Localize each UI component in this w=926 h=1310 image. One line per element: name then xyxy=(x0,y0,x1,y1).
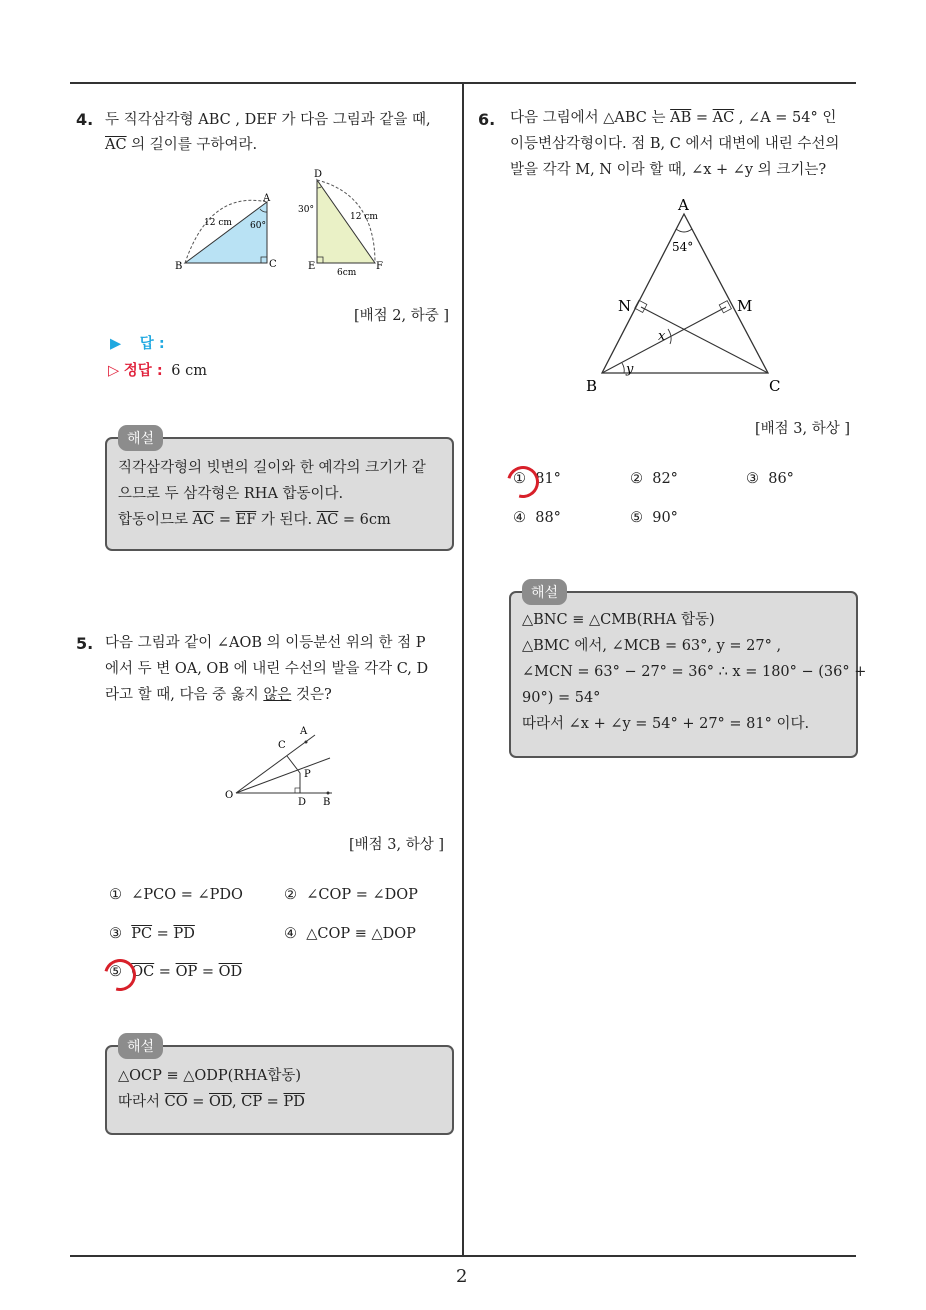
q5-number: 5. xyxy=(76,634,94,653)
lab-60: 60° xyxy=(250,221,266,231)
q4-number: 4. xyxy=(76,110,94,129)
q5-line3: 라고 할 때, 다음 중 옳지 않은 것은? xyxy=(105,687,332,703)
q6-line1: 다음 그림에서 △ABC 는 $\overline{AB} = \overline{AC}$ , ∠A = 54° 인 xyxy=(510,110,837,126)
q4-score: [배점 2, 하중 ] xyxy=(354,308,450,324)
correct-arrow-icon: ▷ xyxy=(108,363,120,379)
q5-choice-1[interactable]: ① ∠PCO = ∠PDO xyxy=(109,887,243,903)
pt-e: E xyxy=(308,261,316,272)
svg-text:y: y xyxy=(626,362,634,377)
pt-a: A xyxy=(263,193,271,204)
pt-f: F xyxy=(376,261,383,272)
q6-sol-line4: 90°) = 54° xyxy=(522,690,601,706)
lab-30: 30° xyxy=(298,205,314,215)
q4-correct xyxy=(108,364,207,379)
lab-12b: 12 cm xyxy=(350,212,378,222)
svg-text:C: C xyxy=(769,377,781,395)
q5-figure xyxy=(220,720,340,810)
q5-choice-3[interactable]: ③ $\overline{PC} = \overline{PD}$ xyxy=(109,926,195,942)
q6-stem xyxy=(510,105,839,183)
q6-line2: 이등변삼각형이다. 점 B, C 에서 대변에 내린 수선의 xyxy=(510,136,840,152)
q5-choice-5[interactable]: ⑤ $\overline{OC} = \overline{OP} = \overline{OD}$ xyxy=(109,964,243,980)
svg-text:N: N xyxy=(618,297,632,315)
pt-c: C xyxy=(269,259,277,270)
q6-choice-4[interactable]: ④ 88° xyxy=(513,510,561,526)
column-divider xyxy=(462,82,464,1257)
q6-solution-text xyxy=(522,607,866,737)
q5-choice-4[interactable]: ④ △COP ≡ △DOP xyxy=(284,926,416,942)
pt-d: D xyxy=(314,169,323,180)
svg-text:A: A xyxy=(678,196,689,214)
q4-sol-line2: 으므로 두 삼각형은 RHA 합동이다. xyxy=(118,486,344,502)
q4-ac-overline: $\overline{AC}$ xyxy=(105,137,127,153)
q6-choice-3[interactable]: ③ 86° xyxy=(746,471,794,487)
q5-score: [배점 3, 하상 ] xyxy=(349,837,445,853)
q6-solution-tag: 해설 xyxy=(522,579,567,605)
svg-text:P: P xyxy=(304,769,311,780)
pt-b: B xyxy=(175,261,183,272)
bottom-rule xyxy=(70,1255,856,1257)
svg-text:O: O xyxy=(225,790,234,801)
q5-line1: 다음 그림과 같이 ∠AOB 의 이등분선 위의 한 점 P xyxy=(105,635,426,651)
q4-answer xyxy=(110,337,165,352)
q5-sol-line2: 따라서 $\overline{CO} = \overline{OD}$, $\overline{CP} = \overline{PD}$ xyxy=(118,1094,305,1110)
q4-solution-tag: 해설 xyxy=(118,425,163,451)
q6-line3: 발을 각각 M, N 이라 할 때, ∠x + ∠y 의 크기는? xyxy=(510,162,827,178)
q4-line2-rest: 의 길이를 구하여라. xyxy=(126,137,258,153)
q6-score: [배점 3, 하상 ] xyxy=(755,421,851,437)
q5-solution-text xyxy=(118,1063,305,1115)
q4-correct-label: 정답 : xyxy=(123,363,163,379)
q5-line2: 에서 두 변 OA, OB 에 내린 수선의 발을 각각 C, D xyxy=(105,661,429,677)
q5-answer-circle-icon xyxy=(98,953,142,997)
q4-sol-line3: 합동이므로 $\overline{AC} = \overline{EF}$ 가 된다. $\overline{AC} = 6cm$ xyxy=(118,512,391,528)
svg-text:54°: 54° xyxy=(672,240,694,254)
answer-arrow-icon: ▶ xyxy=(110,336,122,352)
triangle-abc xyxy=(185,202,267,263)
lab-6: 6cm xyxy=(337,268,357,278)
q6-figure xyxy=(580,195,790,395)
q6-choice-5[interactable]: ⑤ 90° xyxy=(630,510,678,526)
q6-sol-line1: △BNC ≡ △CMB(RHA 합동) xyxy=(522,612,715,628)
svg-text:B: B xyxy=(323,797,331,808)
triangle-abc-isosceles xyxy=(602,214,768,373)
lab-12a: 12 cm xyxy=(204,218,232,228)
svg-text:B: B xyxy=(586,377,598,395)
svg-text:C: C xyxy=(278,740,286,751)
svg-text:x: x xyxy=(658,329,666,344)
q4-line2 xyxy=(105,138,257,153)
q6-choice-1[interactable]: ① 81° xyxy=(513,471,561,487)
q4-sol-line1: 직각삼각형의 빗변의 길이와 한 예각의 크기가 같 xyxy=(118,460,426,476)
q4-line1: 두 직각삼각형 ABC , DEF 가 다음 그림과 같을 때, xyxy=(105,112,431,128)
svg-text:A: A xyxy=(300,726,308,737)
q5-choice-2[interactable]: ② ∠COP = ∠DOP xyxy=(284,887,418,903)
q5-stem xyxy=(105,630,428,708)
q6-answer-circle-icon xyxy=(501,460,545,504)
q6-sol-line3: ∠MCN = 63° − 27° = 36° ∴ x = 180° − (36° + xyxy=(522,664,867,680)
q5-sol-line1: △OCP ≡ △ODP(RHA합동) xyxy=(118,1068,302,1084)
svg-text:D: D xyxy=(298,797,307,808)
q6-choice-2[interactable]: ② 82° xyxy=(630,471,678,487)
svg-text:M: M xyxy=(737,297,753,315)
q6-sol-line5: 따라서 ∠x + ∠y = 54° + 27° = 81° 이다. xyxy=(522,716,810,732)
q4-correct-value: 6 cm xyxy=(171,363,207,379)
page-number: 2 xyxy=(456,1266,468,1287)
q4-figure xyxy=(170,165,400,280)
q4-solution-text xyxy=(118,455,426,533)
q4-answer-label: 답 : xyxy=(139,336,165,352)
q6-number: 6. xyxy=(478,110,496,129)
q5-solution-tag: 해설 xyxy=(118,1033,163,1059)
q6-sol-line2: △BMC 에서, ∠MCB = 63°, y = 27° , xyxy=(522,638,782,654)
